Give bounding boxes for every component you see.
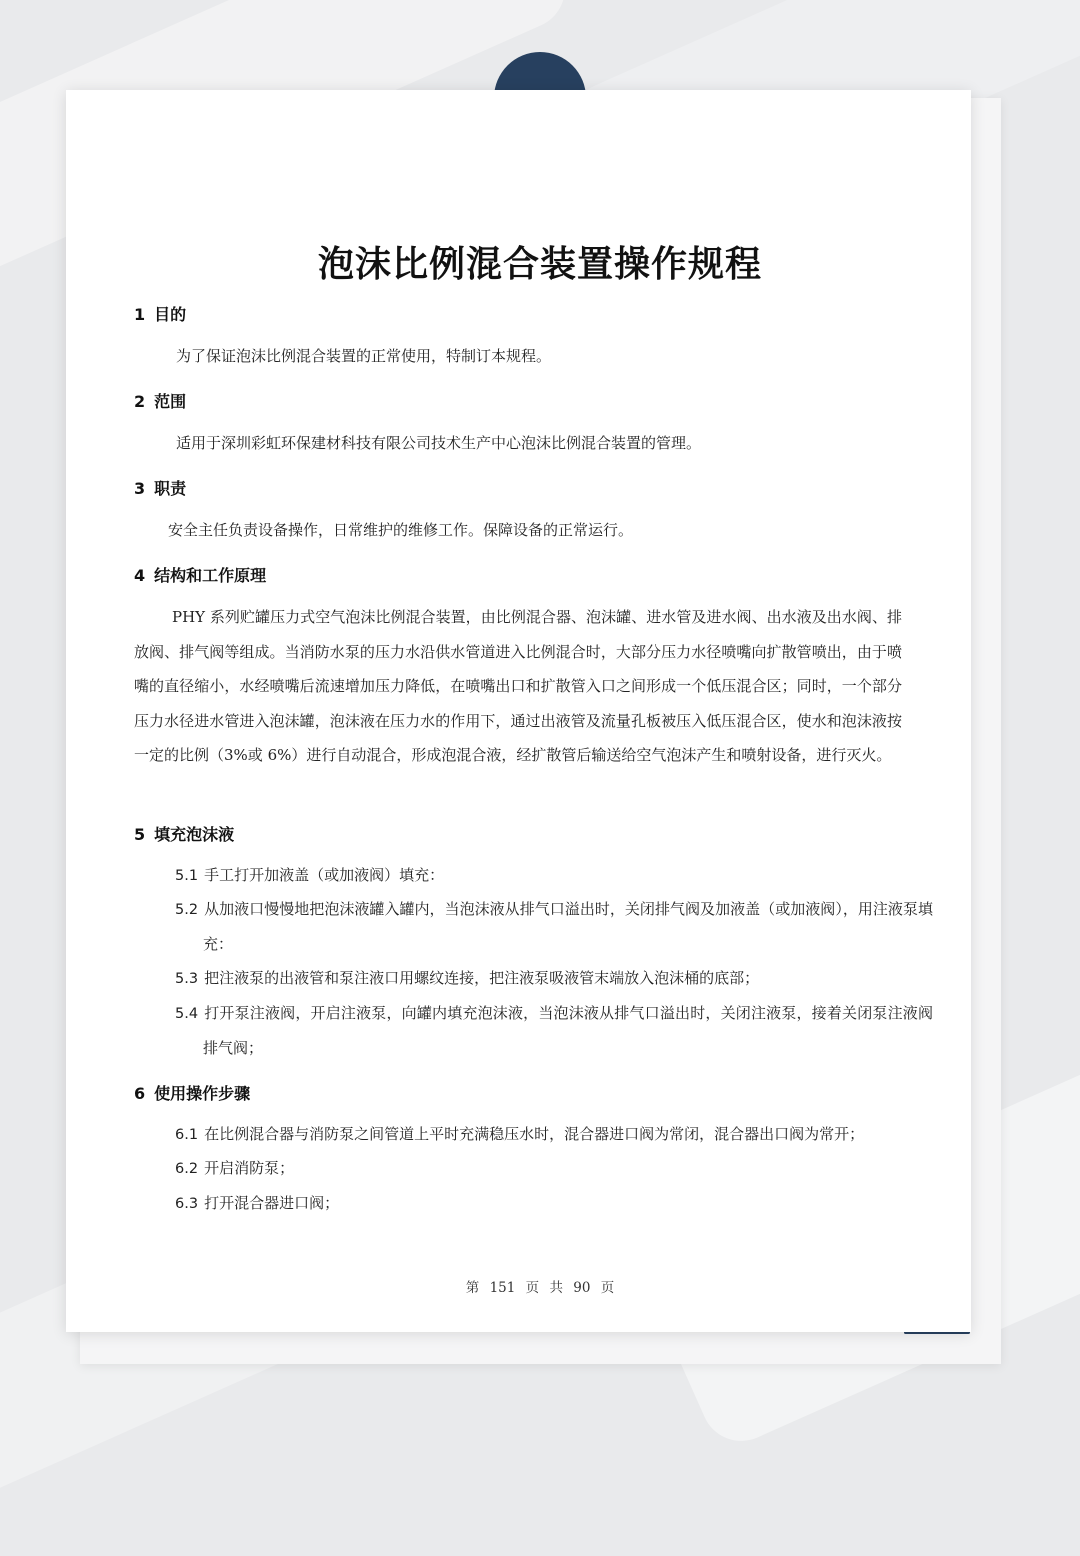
list-item [175, 1151, 933, 1186]
section-title: 目的 [154, 305, 187, 324]
section-title: 填充泡沫液 [154, 825, 235, 844]
section-number: 1 [134, 305, 146, 324]
item-text: 从加液口慢慢地把泡沫液罐入罐内，当泡沫液从排气口溢出时，关闭排气阀及加液盖（或加液阀），用注液泵填充： [203, 900, 933, 953]
item-text: 打开泵注液阀，开启注液泵，向罐内填充泡沫液，当泡沫液从排气口溢出时，关闭注液泵，接着关闭泵注液阀排气阀； [203, 1004, 933, 1057]
section-text: 为了保证泡沫比例混合装置的正常使用，特制订本规程。 [176, 347, 552, 365]
item-number: 6.1 [175, 1127, 199, 1143]
page-number: 第 151 页 共 90 页 [465, 1280, 615, 1296]
section-text: 适用于深圳彩虹环保建材科技有限公司技术生产中心泡沫比例混合装置的管理。 [176, 434, 702, 452]
item-number: 5.2 [175, 902, 199, 918]
item-number: 5.4 [175, 1006, 199, 1022]
item-number: 6.3 [175, 1196, 199, 1212]
section-number: 3 [134, 479, 146, 498]
section-number: 2 [134, 392, 146, 411]
item-text: 开启消防泵； [204, 1159, 295, 1177]
section-heading [134, 476, 186, 499]
item-text: 手工打开加液盖（或加液阀）填充： [204, 866, 445, 884]
section-heading [134, 563, 266, 586]
item-number: 5.1 [175, 868, 199, 884]
section-number: 5 [134, 825, 146, 844]
list-item [175, 996, 933, 1065]
list-item [175, 858, 933, 893]
list-item [175, 1186, 933, 1221]
section-title: 范围 [154, 392, 187, 411]
section-text: 安全主任负责设备操作，日常维护的维修工作。保障设备的正常运行。 [168, 521, 634, 539]
list-item [175, 1117, 933, 1152]
item-text: 打开混合器进口阀； [204, 1194, 340, 1212]
section-title: 使用操作步骤 [154, 1084, 251, 1103]
item-number: 6.2 [175, 1161, 199, 1177]
section-heading [134, 389, 186, 412]
document-title: 泡沫比例混合装置操作规程 [317, 244, 762, 285]
item-text: 把注液泵的出液管和泵注液口用螺纹连接，把注液泵吸液管末端放入泡沫桶的底部； [204, 969, 760, 987]
section-title: 结构和工作原理 [154, 566, 267, 585]
section-paragraph: PHY 系列贮罐压力式空气泡沫比例混合装置，由比例混合器、泡沫罐、进水管及进水阀、出水液及出水阀、排放阀、排气阀等组成。当消防水泵的压力水沿供水管道进入比例混合时，大部分压力水径喷嘴向扩散管喷出，由于喷嘴的直径缩小，水经喷嘴后流速增加压力降低，在喷嘴出口和扩散管入口之间形成一个低压混合区；同时，一个部分压力水径进水管进入泡沫罐，泡沫液在压力水的作用下，通过出液管及流量孔板被压入低压混合区，使水和泡沫液按一定的比例（3%或 6%）进行自动混合，形成泡混合液，经扩散管后输送给空气泡沫产生和喷射设备，进行灭火。 [134, 608, 902, 764]
section-number: 4 [134, 566, 146, 585]
item-number: 5.3 [175, 971, 199, 987]
list-item [175, 892, 933, 961]
section-number: 6 [134, 1084, 146, 1103]
section-heading [134, 302, 186, 325]
item-text: 在比例混合器与消防泵之间管道上平时充满稳压水时，混合器进口阀为常闭，混合器出口阀为常开； [204, 1125, 865, 1143]
section-title: 职责 [154, 479, 187, 498]
list-item [175, 961, 933, 996]
section-heading [134, 822, 234, 845]
section-heading [134, 1081, 250, 1104]
